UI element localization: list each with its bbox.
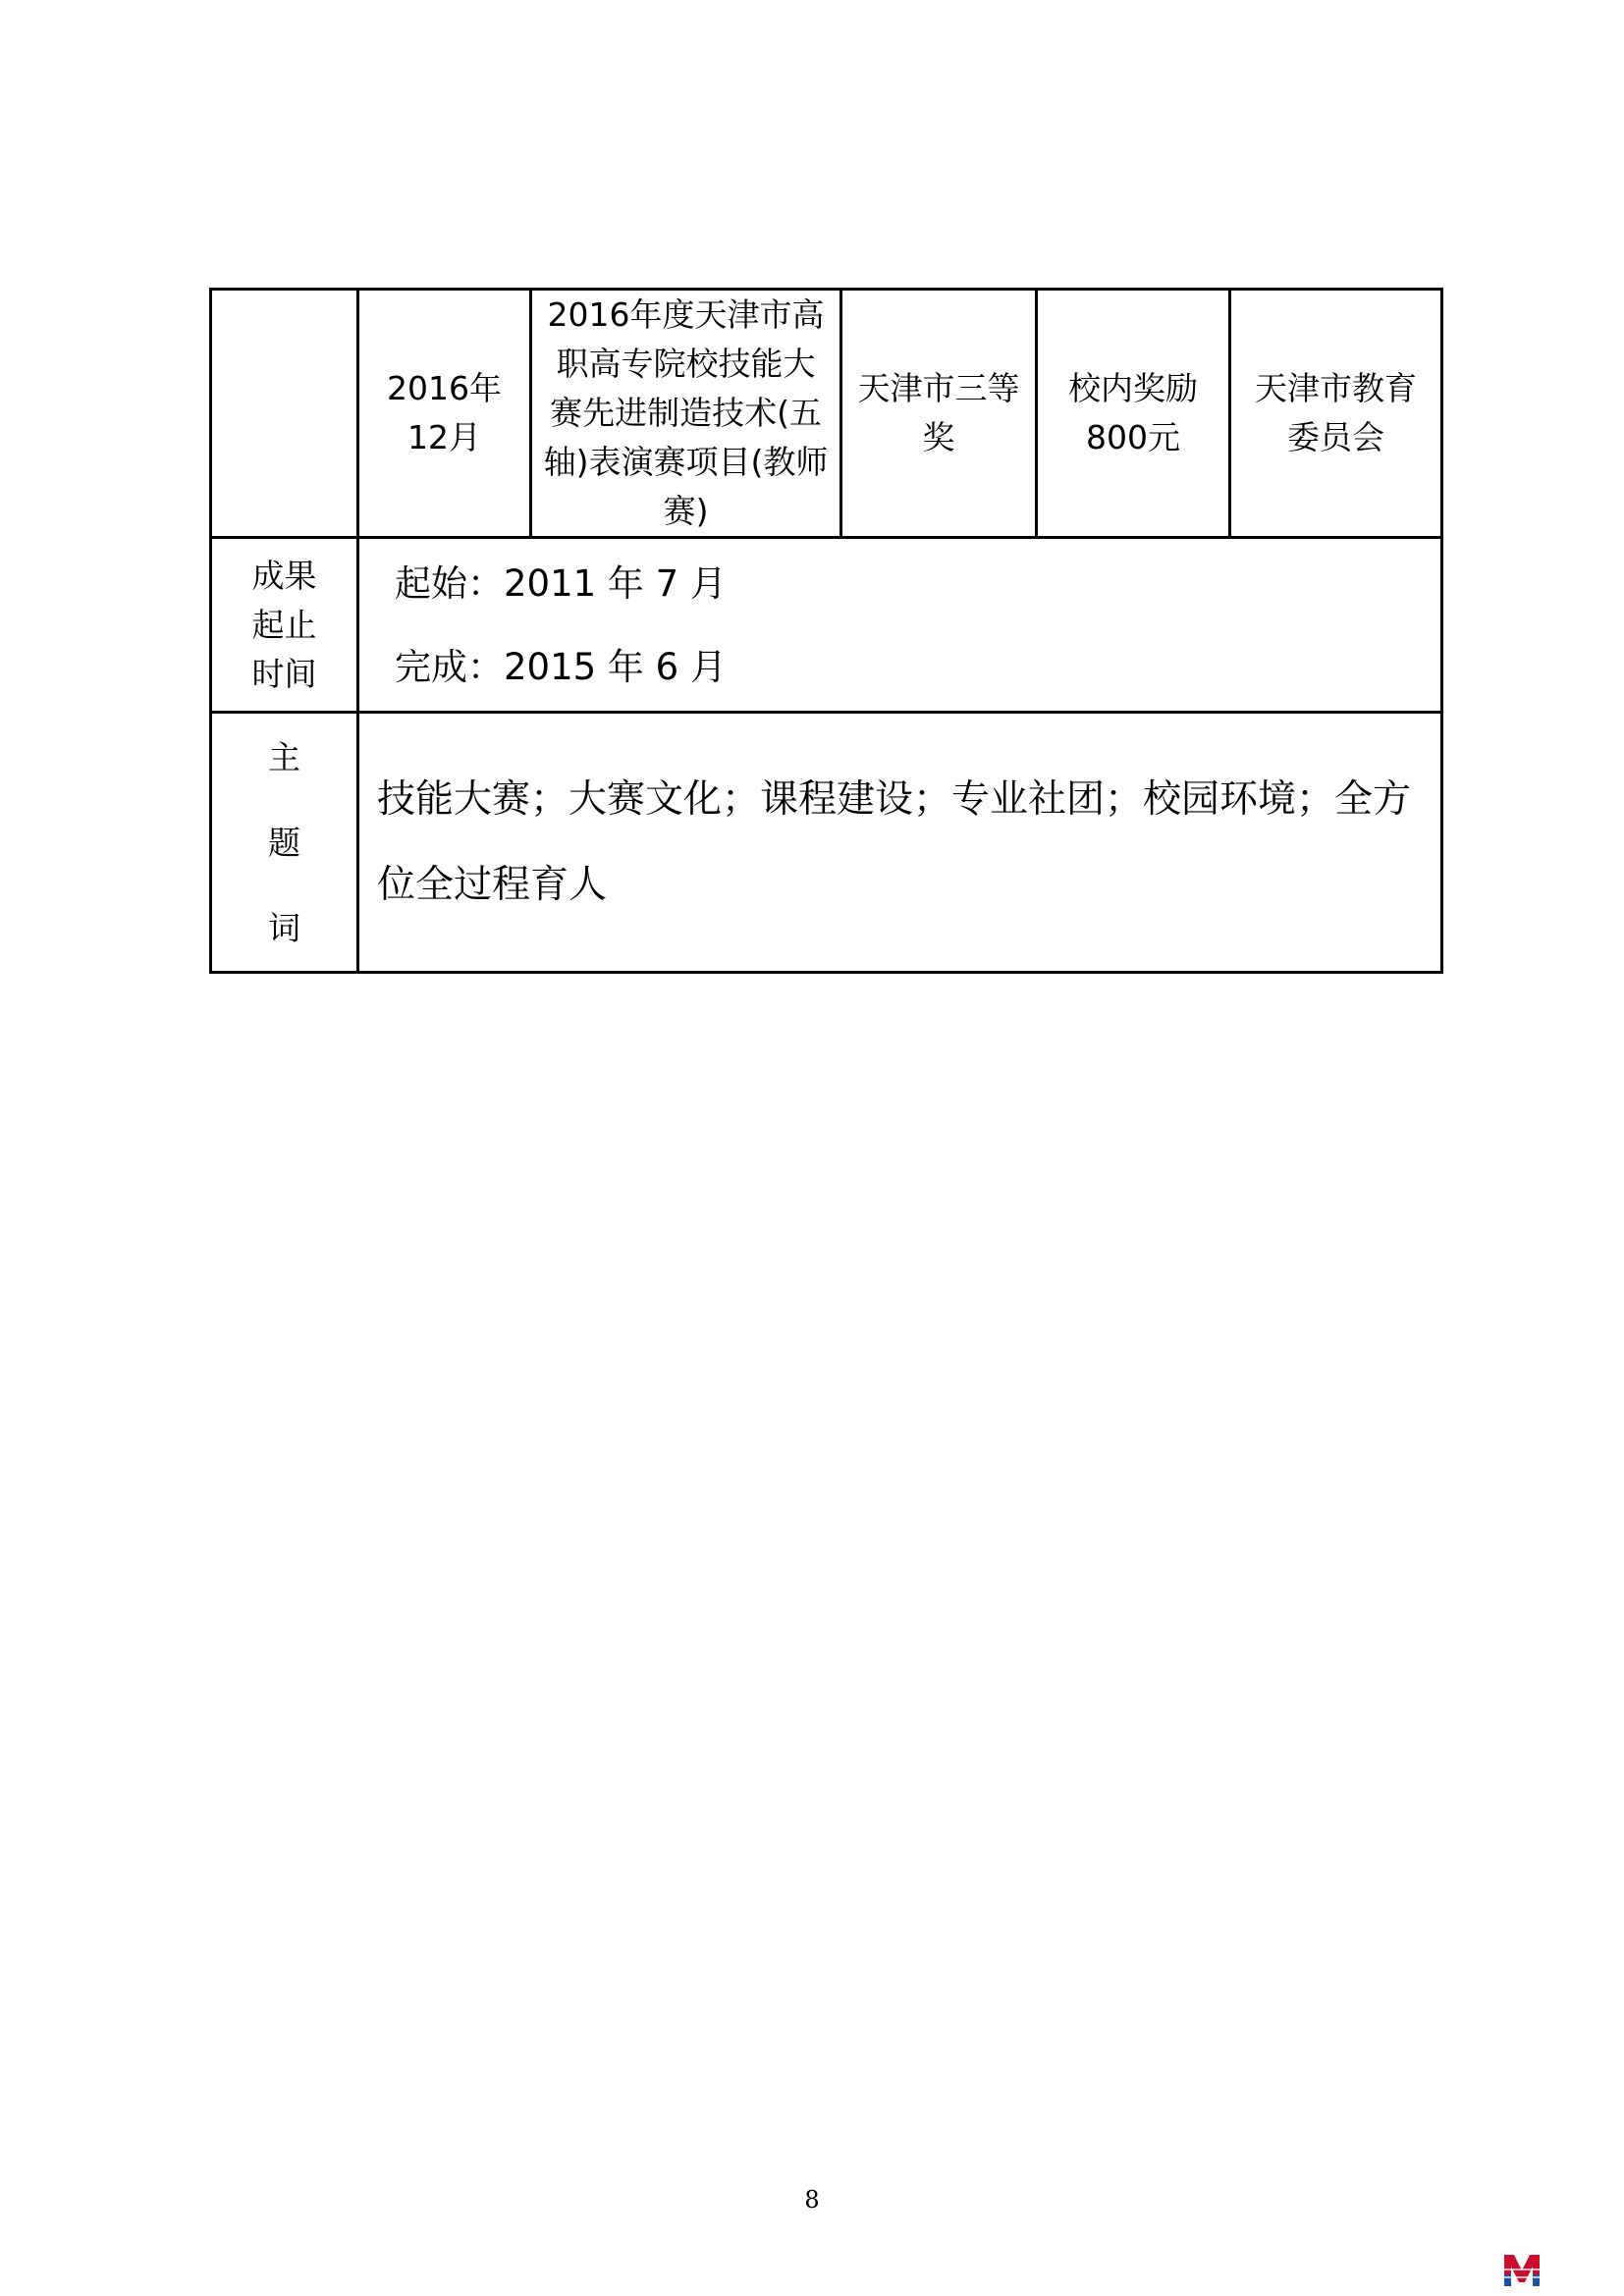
start-date: 起始：2011 年 7 月 [395,561,727,605]
award-reward-cell [1037,290,1230,538]
competition-cell [531,290,841,538]
award-reward: 校内奖励800元 [1068,369,1198,456]
award-level-cell [841,290,1037,538]
award-row [211,290,1442,538]
keywords-label-cell [211,713,358,973]
keywords-label-line: 词 [268,908,300,947]
dates-label-line: 起止 [251,605,317,644]
award-category-cell [211,290,358,538]
dates-label-line: 成果 [251,556,317,595]
award-date: 2016年12月 [387,369,502,456]
award-issuer: 天津市教育委员会 [1255,369,1417,456]
keywords-text: 技能大赛；大赛文化；课程建设；专业社团；校园环境；全方位全过程育人 [377,777,1412,907]
keywords-row [211,713,1442,973]
end-date: 完成：2015 年 6 月 [395,645,727,688]
award-date-cell [358,290,531,538]
award-issuer-cell [1230,290,1442,538]
dates-label-cell [211,538,358,713]
award-table [209,288,1443,974]
dates-row [211,538,1442,713]
keywords-value-cell [358,713,1442,973]
m-logo-icon [1502,2251,1542,2288]
dates-label-line: 时间 [251,654,317,693]
keywords-label-line: 题 [268,823,300,862]
page-number: 8 [804,2186,820,2214]
competition-name: 2016年度天津市高职高专院校技能大赛先进制造技术(五轴)表演赛项目(教师赛) [543,295,829,530]
award-level: 天津市三等奖 [857,369,1020,456]
keywords-label-line: 主 [268,737,300,776]
dates-value-cell [358,538,1442,713]
